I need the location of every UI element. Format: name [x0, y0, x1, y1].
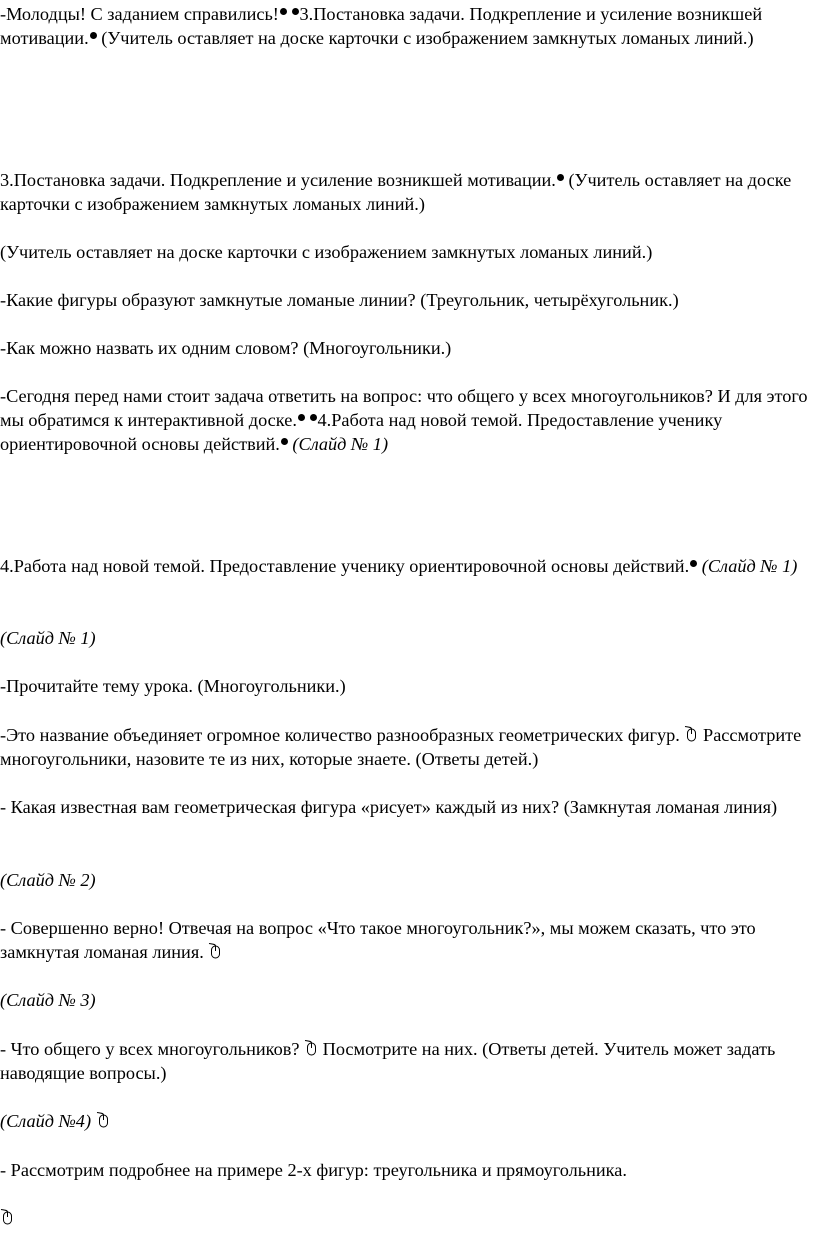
today-task-text: -Сегодня перед нами стоит задача ответить на вопрос: что общего у всех многоугольников? И для этого мы обратимся к интерактивной доске. — [0, 386, 808, 430]
new-topic-heading-inline: 4.Работа над новой темой. Предоставление ученику ориентировочной основы действий. — [0, 410, 723, 454]
paragraph-name-unites — [0, 723, 812, 771]
task-note: (Учитель оставляет на доске карточки с изображением замкнутых ломаных линий.) — [0, 170, 792, 214]
task-heading-inline: 3.Постановка задачи. Подкрепление и усиление возникшей мотивации. — [0, 4, 763, 48]
name-unites-text: -Это название объединяет огромное количество разнообразных геометрических фигур. — [0, 725, 685, 745]
read-topic-text: -Прочитайте тему урока. (Многоугольники.) — [0, 676, 346, 696]
slide-ref: (Слайд № 1) — [697, 556, 798, 576]
paragraph-slide-4 — [0, 1109, 812, 1133]
task-note-inline: (Учитель оставляет на доске карточки с изображением замкнутых ломаных линий.) — [96, 28, 754, 48]
paragraph-teacher-note — [0, 240, 812, 264]
bullet-dot-icon — [298, 414, 305, 421]
paragraph-question-name — [0, 336, 812, 360]
bullet-dot-icon — [90, 32, 97, 39]
paragraph-question-figures — [0, 288, 812, 312]
paragraph-read-topic — [0, 674, 812, 698]
slide-2-label: (Слайд № 2) — [0, 870, 96, 890]
new-topic-heading: 4.Работа над новой темой. Предоставление ученику ориентировочной основы действий. — [0, 556, 690, 576]
slide-4-label: (Слайд №4) — [0, 1111, 96, 1131]
paragraph-today-task — [0, 384, 812, 456]
mouse-click-icon — [684, 726, 698, 742]
mouse-click-icon — [0, 1209, 14, 1225]
paragraph-common — [0, 1037, 812, 1085]
slide-ref-inline: (Слайд № 1) — [287, 434, 389, 454]
bullet-dot-icon — [280, 8, 287, 15]
question-name: -Как можно назвать их одним словом? (Многоугольники.) — [0, 338, 452, 358]
paragraph-slide-2 — [0, 868, 812, 892]
paragraph-last-mouse — [0, 1206, 812, 1230]
paragraph-slide-3 — [0, 988, 812, 1012]
task-heading: 3.Постановка задачи. Подкрепление и усиление возникшей мотивации. — [0, 170, 556, 190]
which-figure-text: - Какая известная вам геометрическая фигура «рисует» каждый из них? (Замкнутая ломаная линия) — [0, 797, 778, 817]
teacher-note: (Учитель оставляет на доске карточки с изображением замкнутых ломаных линий.) — [0, 242, 653, 262]
paragraph-slide-1 — [0, 626, 812, 650]
paragraph-which-figure — [0, 795, 812, 819]
question-figures: -Какие фигуры образуют замкнутые ломаные линии? (Треугольник, четырёхугольник.) — [0, 290, 679, 310]
paragraph-correct — [0, 916, 812, 964]
slide-1-label: (Слайд № 1) — [0, 628, 96, 648]
mouse-click-icon — [304, 1040, 318, 1056]
correct-text: - Совершенно верно! Отвечая на вопрос «Что такое многоугольник?», мы можем сказать, что это замкнутая ломаная линия. — [0, 918, 756, 962]
bullet-dot-icon — [557, 174, 564, 181]
paragraph-praise — [0, 2, 812, 50]
look-at-them-text: Посмотрите на них. (Ответы детей. Учитель может задать наводящие вопросы.) — [0, 1039, 776, 1083]
slide-3-label: (Слайд № 3) — [0, 990, 96, 1010]
paragraph-new-topic-heading — [0, 554, 812, 578]
paragraph-two-figures — [0, 1158, 812, 1182]
mouse-click-icon — [96, 1112, 110, 1128]
consider-polygons-text: Рассмотрите многоугольники, назовите те из них, которые знаете. (Ответы детей.) — [0, 725, 802, 769]
mouse-click-icon — [208, 943, 222, 959]
two-figures-text: - Рассмотрим подробнее на примере 2-х фигур: треугольника и прямоугольника. — [0, 1160, 627, 1180]
common-question: - Что общего у всех многоугольников? — [0, 1039, 305, 1059]
paragraph-task-heading — [0, 168, 812, 216]
bullet-dot-icon — [281, 438, 288, 445]
praise-text: -Молодцы! С заданием справились! — [0, 4, 279, 24]
